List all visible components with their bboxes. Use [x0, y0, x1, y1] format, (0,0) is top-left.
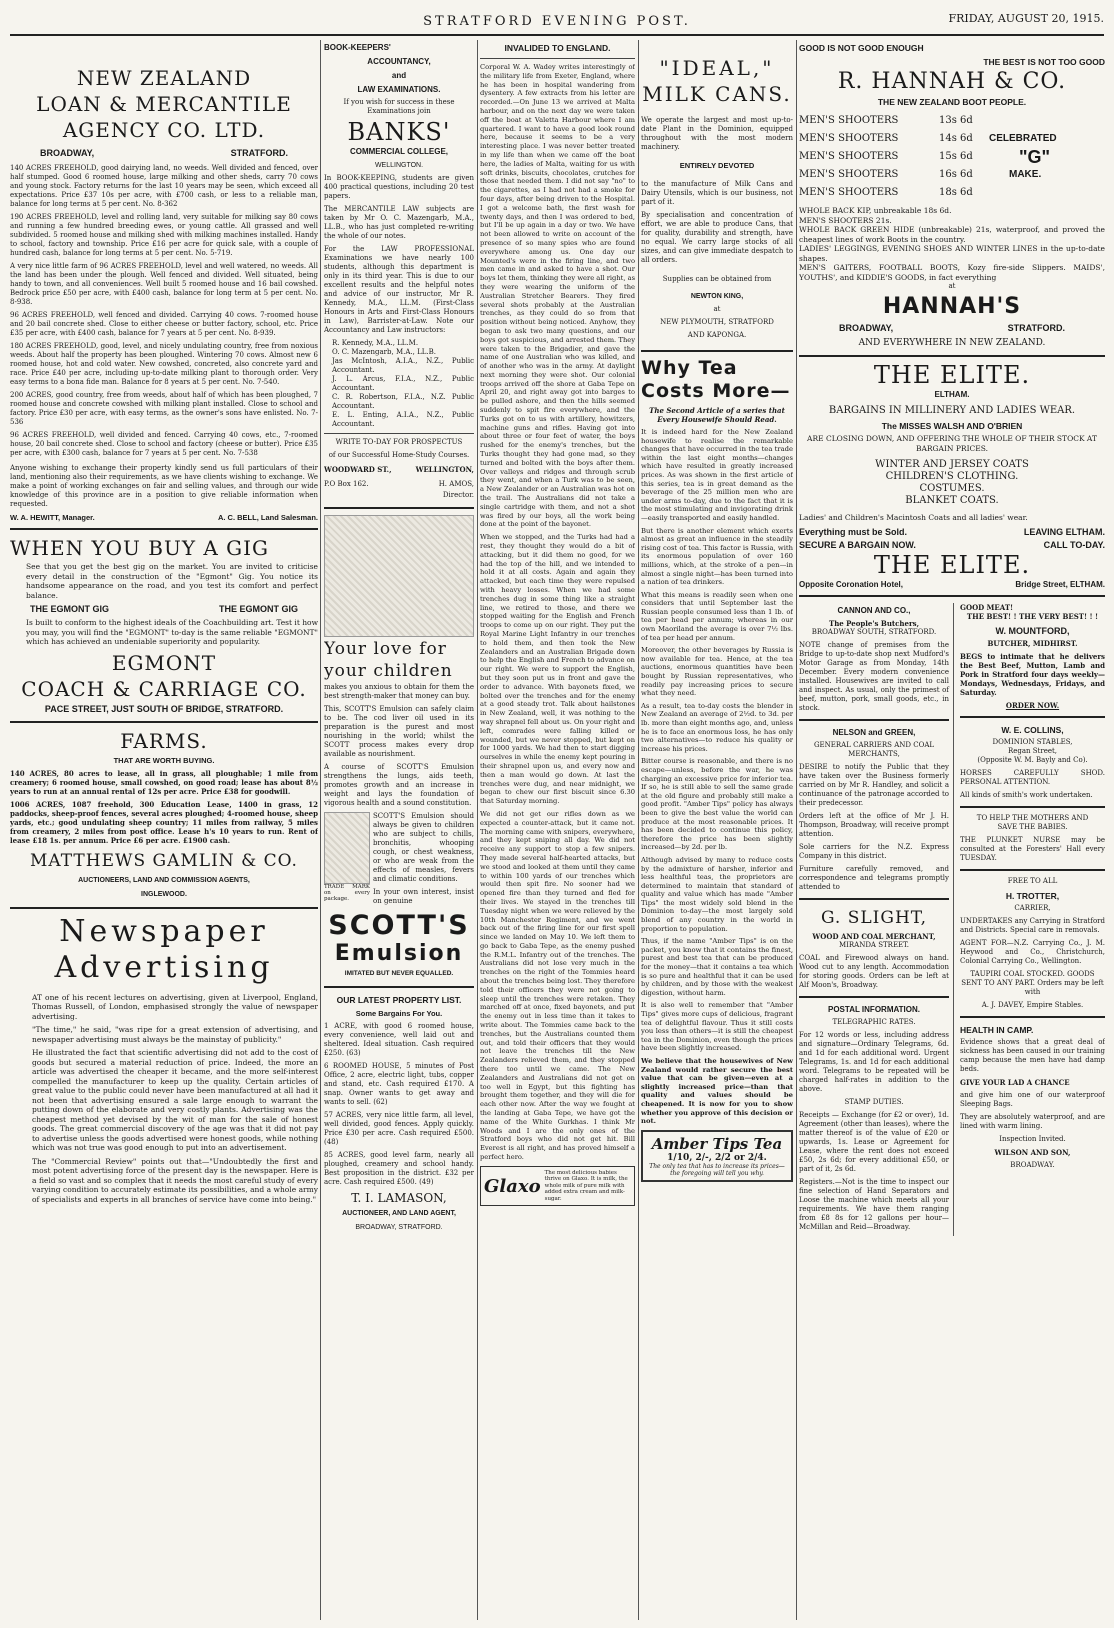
price-row: [799, 112, 1105, 130]
gig-advert: [10, 536, 318, 715]
health-para: and give him one of our waterproof Sleeping Bags.: [960, 1090, 1105, 1108]
nzl-listing: 96 ACRES FREEHOLD, well fenced and divided. Carrying 40 cows. 7-roomed house and 20 bail concrete shed. Close to either cheese or butter factory, school, etc. Price £35 per acre, with £400 cash, balance for 7 years at 5 per cent. No. 8-939.: [10, 311, 318, 337]
elite-stock-item: CHILDREN'S CLOTHING.: [885, 471, 1019, 482]
gig-para-1: See that you get the best gig on the market. You are invited to criticise every detail in the construction of the "Egmont" Gig. You notice its handsome appearance on the road, and you test its comfort and perfect balance.: [26, 562, 318, 600]
hannah-tag-1: GOOD IS NOT GOOD ENOUGH: [799, 43, 924, 53]
price-value: 13s 6d: [939, 115, 973, 126]
divider: [480, 58, 635, 59]
health-give: GIVE YOUR LAD A CHANCE: [960, 1077, 1070, 1087]
price-item: MEN'S SHOOTERS: [799, 169, 899, 180]
article-para: He illustrated the fact that scientific advertising did not add to the cost of goods but secured a material reduction of price. Indeed, the more an article was advertised the cheaper it became, and the more self-interest compelled the manufacturer to keep up the quality. Certain articles of great value to the public could never have been manufactured at all had it not been that advertising ensured a sale large enough to warrant the putting down of the elaborate and very costly plants. Advertising was the cheapest method yet devised by the wit of man for the sale of honest goods. The great commercial discovery of the age was that it did not pay to advertise unless the goods advertised were honest goods, while nothing which was not true was good enough to put into an advertisement.: [32, 1048, 318, 1152]
ideal-para: By specialisation and concentration of effort, we are able to produce Cans, that for quality, durability and strength, have no equal. We carry large stocks of all sizes, and can give immediate despatch to all orders.: [641, 211, 793, 264]
cannon-name: CANNON AND CO.,: [837, 605, 911, 615]
elite-location: ELTHAM.: [934, 390, 970, 399]
scott-brand-1: SCOTT'S: [328, 910, 470, 941]
nelson-name: NELSON and GREEN,: [832, 727, 916, 737]
banks-staff: Jas McIntosh, A.I.A., N.Z., Public Accountant.: [332, 357, 474, 374]
nzl-staff: [10, 513, 318, 522]
price-item: MEN'S SHOOTERS: [799, 151, 899, 162]
farms-firm: MATTHEWS GAMLIN & CO.: [30, 850, 298, 871]
nelson-para: DESIRE to notify the Public that they have taken over the Business formerly carried on by Mr R. Handley, and solicit a continuance of the patronage accorded to their predecessor.: [799, 762, 949, 807]
banks-staff: R. Kennedy, M.A., LL.M.: [332, 339, 419, 347]
property-subhead: Some Bargains For You.: [355, 1009, 443, 1018]
hannah-loc-left: BROADWAY,: [839, 323, 894, 333]
nzl-title-line-2: LOAN & MERCANTILE: [36, 92, 292, 116]
mountford-name: W. MOUNTFORD,: [995, 625, 1070, 636]
health-para: Evidence shows that a great deal of sickness has been caused in our training camp because the men have had damp beds.: [960, 1037, 1105, 1073]
nelson-para: Orders left at the office of Mr J. H. Thompson, Broadway, will receive prompt attention.: [799, 811, 949, 838]
nzl-loc-right: STRATFORD.: [230, 148, 288, 158]
property-listing: 6 ROOMED HOUSE, 5 minutes of Post Office, 2 acre, electric light, tubs, copper and stand, etc. Cash required £170. A snap. Owner wants to get away and wants to sell. (62): [324, 1062, 474, 1106]
ideal-newton-king: NEWTON KING,: [690, 293, 744, 300]
collins-para: All kinds of smith's work undertaken.: [960, 790, 1093, 799]
property-listing: 85 ACRES, good level farm, nearly all ploughed, creamery and school handy. Best proposition in the district. £32 per acre. Cash required £500. (49): [324, 1151, 474, 1186]
hannah-loc-right: STRATFORD.: [1007, 323, 1065, 333]
health-inspection: Inspection Invited.: [999, 1134, 1066, 1143]
farms-headline: FARMS.: [120, 728, 208, 753]
banks-staff: J. L. Arcus, F.I.A., N.Z., Public Accountant.: [332, 375, 474, 392]
fisherman-trademark-image: [324, 812, 370, 884]
divider: [799, 719, 949, 721]
newspaper-title: STRATFORD EVENING POST.: [423, 14, 691, 29]
why-tea-costs-more-article: [641, 358, 793, 1182]
article-title-line-1: Newspaper: [59, 913, 269, 949]
divider: [324, 507, 474, 509]
tea-para: It is indeed hard for the New Zealand housewife to realise the remarkable changes that have occurred in the tea trade within the last eight months—changes which have resulted in greatly increased prices. As was shown in the first article of this series, tea is in great demand as the beverage of the 25 million men who are under arms to-day, due to the fact that it is the most stimulating and invigorating drink—easily transported and easily handled.: [641, 428, 793, 522]
hannah-everywhere: AND EVERYWHERE IN NEW ZEALAND.: [858, 338, 1046, 348]
shooters-price-list: [799, 112, 1105, 202]
divider: [960, 806, 1105, 808]
ideal-title-1: "IDEAL,": [659, 56, 775, 80]
elite-call: CALL TO-DAY.: [1043, 539, 1105, 550]
plunket-head-2: SAVE THE BABIES.: [997, 822, 1068, 831]
banks-note: If you wish for success in these Examinations join: [343, 98, 455, 115]
farms-subhead: THAT ARE WORTH BUYING.: [113, 755, 215, 765]
banks-director-title: Director.: [442, 491, 474, 499]
tea-subhead: The Second Article of a series that Every Housewife Should Read.: [649, 406, 785, 424]
divider: [799, 898, 949, 900]
banks-pobox: P.O Box 162.: [324, 480, 369, 488]
banks-head-4: LAW EXAMINATIONS.: [357, 85, 441, 94]
price-item: MEN'S SHOOTERS: [799, 115, 899, 126]
elite-closing: ARE CLOSING DOWN, AND OFFERING THE WHOLE OF THEIR STOCK AT BARGAIN PRICES.: [807, 434, 1097, 453]
nzl-closing: Anyone wishing to exchange their property kindly send us full particulars of their land, mentioning also their requirements, as we have clients wishing to exchange. We make a point of working exchanges on fair and selling values, and through our wide knowledge of this province are in a position to give reliable information when requested.: [10, 464, 318, 508]
tea-headline-1: Why Tea: [641, 357, 738, 379]
price-row: [799, 130, 1105, 148]
nzl-title-line-1: NEW ZEALAND: [76, 66, 252, 90]
banks-addr-left: WOODWARD ST.,: [324, 465, 392, 474]
nzl-listing: 180 ACRES FREEHOLD, good, level, and nicely undulating country, free from noxious weeds. About half the property has been ploughed. Wintering 70 cows. Almost new 6 roomed house, hot and cold water. New cowshed, concreted, also concrete yard and race. Price £40 per acre, including up-to-date milking plant to thorough order. Very easy terms to a bona fide man. Balance for 8 years at 5 per cent. No. 7-540.: [10, 342, 318, 386]
elite-opposite: Opposite Coronation Hotel,: [799, 579, 903, 589]
lamason-role: AUCTIONEER, AND LAND AGENT,: [342, 1210, 456, 1217]
cannon-location: BROADWAY SOUTH, STRATFORD.: [811, 627, 937, 636]
nzl-loc-left: BROADWAY,: [40, 148, 95, 158]
elite-secure: SECURE A BARGAIN NOW.: [799, 539, 916, 550]
slight-advert: [799, 906, 949, 990]
elite-address: [799, 580, 1105, 589]
mountford-tag-1: GOOD MEAT!: [960, 602, 1014, 612]
banks-name: BANKS': [347, 118, 451, 146]
banks-staff: C. R. Robertson, F.I.A., N.Z. Public Accountant.: [332, 393, 474, 410]
divider: [641, 350, 793, 352]
slight-location: MIRANDA STREET.: [838, 940, 910, 949]
divider: [799, 355, 1105, 357]
tea-para: As a result, tea to-day costs the blender in New Zealand an average of 2½d. to 3d. per lb. more than eight months ago, and, unless he is to face an enormous loss, he has only two alternatives—to reduce his quality or increase his prices.: [641, 701, 793, 753]
price-value: 15s 6d: [939, 151, 973, 162]
nzl-manager: W. A. HEWITT, Manager.: [10, 513, 95, 522]
trotter-name: H. TROTTER,: [1005, 890, 1060, 901]
divider: [324, 986, 474, 988]
property-headline: OUR LATEST PROPERTY LIST.: [336, 995, 462, 1005]
divider: [324, 433, 474, 434]
farm-listing: 140 ACRES, 80 acres to lease, all in grass, all ploughable; 1 mile from creamery; 6 roomed house, small cowshed, on good road; lease has about 8½ years to run at an annual rental of 12s per acre. Price £38 for goodwill.: [10, 768, 318, 796]
tea-para: Although advised by many to reduce costs by the admixture of harsher, inferior and less healthful teas, the proprietors are determined to maintain that standard of quality and value which has made "Amber Tips" the most widely sold blend in the Dominion to-day—the most largely sold blend of any country in the world in proportion to population.: [641, 855, 793, 933]
trotter-taupiri: TAUPIRI COAL STOCKED. GOODS SENT TO ANY PART. Orders may be left with: [961, 969, 1104, 996]
hannahs-name: HANNAH'S: [882, 294, 1022, 319]
column-1: [10, 40, 318, 1620]
ideal-milk-cans-advert: [641, 56, 793, 340]
banks-staff: O. C. Mazengarb, M.A., LL.B.: [332, 348, 436, 356]
plunket-head-1: TO HELP THE MOTHERS AND: [976, 813, 1089, 822]
hannah-line: WHOLE BACK KIP, unbreakable 18s 6d.: [799, 206, 952, 215]
elite-bargains: BARGAINS IN MILLINERY AND LADIES WEAR.: [828, 405, 1076, 416]
gig-sub-left: THE EGMONT GIG: [30, 604, 110, 614]
trotter-davey: A. J. DAVEY, Empire Stables.: [981, 1000, 1084, 1009]
tea-para: Bitter course is reasonable, and there is no escape—unless, before the war, he was charging an excessive price for inferior tea. If so, he is still able to sell the same grade at the old figure and probably still make a good profit. "Amber Tips" policy has always been to give the best value the world can produce at the most reasonable prices. It has been decided to continue this policy, therefore the price has been slightly increased—by 2d. per lb.: [641, 757, 793, 852]
ideal-para: to the manufacture of Milk Cans and Dairy Utensils, which is our business, not part of it.: [641, 180, 793, 206]
banks-city: WELLINGTON.: [374, 162, 424, 169]
nzl-location: [40, 148, 288, 158]
price-row: [799, 166, 1105, 184]
article-para: "The time," he said, "was ripe for a great extension of advertising, and newspaper advertising must always be the mainstay of publicity.": [32, 1025, 318, 1044]
postal-para: Receipts — Exchange (for £2 or over), 1d. Agreement (other than leases), where the matter thereof is of the value of £20 or upwards, 1s. Lease or Agreement for Lease, where the rent does not exceed £50, 2s 6d; for every additional £50, or part of it, 2s 6d.: [799, 1110, 949, 1173]
scott-para: SCOTT'S Emulsion should always be given to children who are subject to chills, bronchitis, whooping cough, or chest weakness, or who are weak from the effects of measles, fevers and climatic conditions.: [373, 812, 474, 883]
mountford-para: BEGS to intimate that he delivers the Best Beef, Mutton, Lamb and Pork in Stratford four days weekly—Mondays, Wednesdays, Fridays, and Saturday.: [960, 651, 1105, 697]
elite-stock-item: WINTER AND JERSEY COATS: [875, 459, 1029, 470]
health-in-camp-advert: [960, 1024, 1105, 1170]
gig-para-2: Is built to conform to the highest ideals of the Coachbuilding art. Test it how you may, you will find the "EGMONT" to-day is the same reliable "EGMONT" which has achieved an undeniable superiority and popularity.: [26, 618, 318, 646]
elite-name-2: THE ELITE.: [873, 550, 1031, 579]
price-row: [799, 184, 1105, 202]
amber-tips-footer: The only tea that has to increase its prices—the foregoing will tell you why.: [649, 1162, 785, 1177]
divider: [960, 869, 1105, 871]
hannah-line: MEN'S SHOOTERS 21s.: [799, 215, 892, 225]
farms-advert: [10, 729, 318, 901]
ideal-devoted: ENTIRELY DEVOTED: [679, 161, 755, 170]
price-value: 14s 6d: [939, 133, 973, 144]
column-divider: [477, 40, 478, 1620]
column-divider: [638, 40, 639, 1620]
price-row: [799, 148, 1105, 166]
nzl-title-line-3: AGENCY CO. LTD.: [62, 118, 266, 142]
scott-headline-2: your children: [324, 661, 453, 681]
masthead: [10, 8, 1104, 36]
elite-bridge: Bridge Street, ELTHAM.: [1015, 579, 1105, 589]
mountford-advert: [960, 603, 1105, 710]
banks-director-name: H. AMOS,: [438, 480, 474, 488]
mountford-order: ORDER NOW.: [1005, 700, 1060, 710]
elite-sold: Everything must be Sold.: [799, 526, 908, 537]
banks-director: [324, 490, 474, 501]
price-note: CELEBRATED: [989, 133, 1057, 144]
column-4: [641, 40, 793, 1620]
health-firm: WILSON AND SON,: [994, 1147, 1071, 1157]
price-value: 16s 6d: [939, 169, 973, 180]
property-list-advert: [324, 994, 474, 1234]
tea-headline-2: Costs More—: [641, 380, 791, 402]
ideal-location-1: NEW PLYMOUTH, STRATFORD: [660, 318, 774, 326]
tea-para: Moreover, the other beverages by Russia is now available for tea. Hence, at the tea auctions, enormous quantities have been bought by Russian representatives, who readily pay increasing prices to secure what they need.: [641, 646, 793, 698]
nelson-para: Furniture carefully removed, and correspondence and telegrams promptly attended to: [799, 864, 949, 891]
hannah-sub: THE NEW ZEALAND BOOT PEOPLE.: [877, 97, 1027, 107]
banks-college: COMMERCIAL COLLEGE,: [349, 147, 449, 156]
issue-date: FRIDAY, AUGUST 20, 1915.: [948, 12, 1104, 25]
divider: [960, 1016, 1105, 1018]
postal-head: POSTAL INFORMATION.: [828, 1004, 920, 1014]
slight-name: G. SLIGHT,: [820, 907, 928, 928]
property-listing: 1 ACRE, with good 6 roomed house, every convenience, well laid out and sheltered. Ideal situation. Cash required £250. (63): [324, 1022, 474, 1057]
hannah-advert: [799, 42, 1105, 349]
ideal-title-2: MILK CANS.: [642, 82, 792, 106]
trotter-para: UNDERTAKES any Carrying in Stratford and Districts. Special care in removals.: [960, 916, 1105, 934]
nzl-advert: [10, 66, 318, 522]
banks-head-1: BOOK-KEEPERS': [324, 43, 391, 52]
column-divider: [320, 40, 321, 1620]
ideal-para: We operate the largest and most up-to-date Plant in the Dominion, equipped throughout with the most modern machinery.: [641, 116, 793, 151]
article-title-line-2: Advertising: [54, 949, 274, 985]
elite-macintosh: Ladies' and Children's Macintosh Coats and all ladies' wear.: [799, 513, 1028, 522]
banks-signoff: [324, 479, 474, 490]
banks-para: For the LAW PROFESSIONAL Examinations we have nearly 100 students, although this department is only in its third year. This is due to our excellent results and the helpful notes and advice of our instructor, Mr R. Kennedy, M.A., LL.M. (First-Class Honours in Arts and First-Class Honours in Law), Barrister-at-Law. Note our Accountancy and Law instructors:: [324, 245, 474, 334]
scott-headline-1: Your love for: [324, 639, 447, 659]
tea-para: But there is another element which exerts almost as great an influence in the steadily rising cost of tea. This factor is Russia, with its enormous population of over 160 millions, which, at the stroke of a pen—in almost a single night—has been turned into a nation of tea drinkers.: [641, 526, 793, 587]
plunket-para: THE PLUNKET NURSE may be consulted at the Foresters' Hall every TUESDAY.: [960, 835, 1105, 862]
ideal-location-2: AND KAPONGA.: [687, 331, 747, 339]
elite-stock-item: BLANKET COATS.: [905, 495, 999, 506]
banks-head-3: and: [391, 71, 407, 80]
newspaper-advertising-article: [10, 915, 318, 1205]
hannah-at: at: [948, 282, 956, 290]
postal-sub: TELEGRAPHIC RATES.: [832, 1017, 916, 1026]
elite-leaving: LEAVING ELTHAM.: [1023, 526, 1105, 537]
elite-row-1: [799, 527, 1105, 537]
scott-para: makes you anxious to obtain for them the best strength-maker that money can buy.: [324, 683, 474, 700]
banks-head-2: ACCOUNTANCY,: [367, 57, 431, 66]
lamason-location: BROADWAY, STRATFORD.: [355, 1224, 443, 1231]
nelson-para: Sole carriers for the N.Z. Express Company in this district.: [799, 842, 949, 860]
elite-advert: [799, 363, 1105, 589]
health-location: BROADWAY.: [1010, 1160, 1055, 1169]
column-3: [480, 40, 635, 1620]
price-item: MEN'S SHOOTERS: [799, 187, 899, 198]
nzl-listing: 190 ACRES FREEHOLD, level and rolling land, very suitable for milking say 80 cows and running a few hundred breeding ewes, or young cattle. All grassed and well subdivided. 5 roomed house and milking shed with milking machines installed. Handy to school, factory and township. Price £16 per acre for quick sale, with a couple of hundred cash, balance for long terms at 5 per cent. No. 5-719.: [10, 213, 318, 257]
amber-tips-logo: Amber Tips Tea: [651, 1134, 783, 1153]
elite-name: THE ELITE.: [873, 361, 1031, 389]
hannah-line: LADIES' LEGGINGS, EVENING SHOES AND WINTER LINES in the up-to-date shapes.: [799, 244, 1105, 263]
cannon-sub: The People's Butchers,: [828, 618, 920, 628]
scott-para: In your own interest, insist on genuine: [373, 888, 474, 905]
hannah-name: R. HANNAH & CO.: [837, 69, 1067, 94]
hannah-line: MEN'S GAITERS, FOOTBALL BOOTS, Kozy fire-side Slippers. MAIDS', YOUTHS', and KIDDIE'S GOODS, in fact everything: [799, 263, 1105, 282]
divider: [799, 595, 1105, 597]
trotter-advert: [960, 877, 1105, 1010]
nzl-listing: 96 ACRES FREEHOLD, well divided and fenced. Carrying 40 cows, etc., 7-roomed house, 20 bail concrete shed. Close to school and factory (cheese or butter). Price £35 per acre, with £300 cash, balance for 7 years at 5 per cent. No. 7-538: [10, 431, 318, 457]
health-para: They are absolutely waterproof, and are lined with warm lining.: [960, 1112, 1105, 1130]
banks-college-advert: [324, 42, 474, 501]
banks-staff: E. L. Enting, A.I.A., N.Z., Public Accountant.: [332, 411, 474, 428]
banks-write: WRITE TO-DAY FOR PROSPECTUS: [335, 438, 463, 446]
scott-trademark: TRADE MARK on every package.: [324, 884, 370, 902]
collins-name: W. E. COLLINS,: [1001, 724, 1064, 735]
collins-location: Regan Street,: [1007, 746, 1058, 755]
farm-listing: 1006 ACRES, 1087 freehold, 300 Education Lease, 1400 in grass, 12 paddocks, sheep-proof fences, several acres ploughed; 4-roomed house, sheep yards, etc.; good undulating sheep country; 11 miles from railway, 5 miles from creamery, 2 miles from post office. Lease h's 10 years to run. Rent of lease £18 1s. per annum. Price £6 per acre. £1900 cash.: [10, 799, 318, 845]
scott-para: A course of SCOTT'S Emulsion strengthens the lungs, aids teeth, promotes growth and an increase in weight and lays the foundation of vigorous health and a sound constitution.: [324, 763, 474, 807]
scott-imitated: IMITATED BUT NEVER EQUALLED.: [344, 970, 454, 977]
egmont-address: PACE STREET, JUST SOUTH OF BRIDGE, STRATFORD.: [44, 703, 284, 714]
plunket-advert: [960, 814, 1105, 863]
column-2: [324, 40, 474, 1620]
cannon-advert: [799, 605, 949, 713]
column-5: [799, 40, 1105, 1620]
egmont-name-2: COACH & CARRIAGE CO.: [21, 676, 307, 701]
mother-child-illustration: [324, 515, 474, 637]
slight-sub: WOOD AND COAL MERCHANT,: [812, 931, 936, 941]
column-divider: [796, 40, 797, 1620]
elite-stock-item: COSTUMES.: [919, 483, 985, 494]
trotter-agent: AGENT FOR—N.Z. Carrying Co., J. M. Heywood and Co., Christchurch, Colonial Carrying Co., Wellington.: [960, 938, 1105, 965]
tea-para: It is also well to remember that "Amber Tips" gives more cups of delicious, fragrant tea of delightful flavour. Thus it still costs you less than others—it is still the cheapest tea in the Dominion, even though the prices have been slightly increased.: [641, 1001, 793, 1053]
trotter-role: CARRIER,: [1014, 903, 1051, 912]
banks-para: The MERCANTILE LAW subjects are taken by Mr O. C. Mazengarb, M.A., LL.B., who has just completed re-writing the whole of our notes.: [324, 205, 474, 240]
collins-sub: DOMINION STABLES,: [992, 737, 1073, 746]
postal-sub-2: STAMP DUTIES.: [844, 1097, 904, 1106]
farms-firm-location: INGLEWOOD.: [141, 890, 187, 898]
ideal-at: at: [713, 305, 721, 313]
divider: [10, 721, 318, 723]
nzl-listing: A very nice little farm of 96 ACRES FREEHOLD, level and well watered, no weeds. All the land has been under the plough. Well fenced and divided. Well situated, being handy to town, and all conveniences. Well built 5 roomed house and 16 bail cowshed. Bedrock price £50 per acre, with £400 cash, balance for long term at 5 per cent. No. 8-938.: [10, 262, 318, 306]
nzl-salesman: A. C. BELL, Land Salesman.: [217, 513, 318, 522]
price-note: "G": [1019, 147, 1051, 167]
nzl-listing: 200 ACRES, good country, free from weeds, about half of which has been ploughed, 7 roomed house and concrete cowshed with milking plant installed. Close to school and factory. Price £30 per acre, with easy terms, as the owner's sons have enlisted. No. 7-536: [10, 391, 318, 426]
hannah-location: [839, 323, 1065, 333]
glaxo-logo: Glaxo: [484, 1175, 541, 1197]
collins-para: HORSES CAREFULLY SHOD. PERSONAL ATTENTION.: [960, 768, 1105, 786]
egmont-name-1: EGMONT: [111, 650, 217, 675]
article-para: AT one of his recent lectures on advertising, given at Liverpool, England, Thomas Russell, of London, emphasised strongly the value of newspaper advertising.: [32, 992, 318, 1021]
scott-para: This, SCOTT'S Emulsion can safely claim to be. The cod liver oil used in its preparation is the purest and most nourishing in the world; whilst the SCOTT process makes every drop available as nourishment.: [324, 705, 474, 758]
invalided-para: Corporal W. A. Wadey writes interestingly of the military life from Exeter, England, where he has been in hospital wandering from dysentery. A few extracts from his letter are recorded.—On June 13 we arrived at Malta harbour, and on the next day we were taken off the boat at Valetta Harbour where I am quartered. I want to have a good look round here, because it seems to be a very interesting place. I was never better treated in my life than when we came off the boat here, the ladies of Malta, waiting for us with soft drinks, biscuits, chocolates, crutches for those that needed them. I did not say "no" to the cigarettes, as I had not had a smoke for four days, after being driven to the Hospital. I got a welcome bath, the first wash for twenty days, and then I was ordered to bed, but I'll be up again in a day or two. We have not been allowed to write on account of the presence of so many spies who are found everywhere among us. One day our Mounted's were in the firing line, and two men came in and asked to have a shot. Our boys let them, thinking they were all right, as they were wearing the uniform of the Australian Stretcher Bearers. They fired several shots probably at the Australian trenches, as they could do so from that position without being noticed. Anyhow, they began to ask two many questions, and our boys got suspicious, and arrested them. They were taken to the Brigadier, and gave the name of one Australian who was killed, and of another who was in the army. At daylight next morning they were shot. Our colonial troops arrived off the shore at Gaba Tepe on April 20, and right away got into barges to be pulled ashore, and then the hills seemed suddenly to spit fire everywhere, and the Turks got on to us with artillery, howitzers, machine guns and rifles. Having got into about three or four feet of water, the boys rushed for the enemy's trenches, but the Turks thought they had gone mad, so they turned and bolted with the boys after them. Over valleys and ridges and through scrub they went, and when a Turk was to be seen, a New Zealander or an Australian was hot on the trail. The Australians did not take a single cartridge with them, and not a shot was fired by our boys, all the work being done at the point of the bayonet.: [480, 63, 635, 529]
cannon-para: NOTE change of premises from the Bridge to up-to-date shop next Mudford's Motor Garage as from Monday, 14th December. Every modern convenience installed. Housewives are invited to call and inspect. As usual, only the primest of beef, mutton, pork, small goods, etc., in stock.: [799, 640, 949, 712]
nzl-listing: 140 ACRES FREEHOLD, good dairying land, no weeds. Well divided and fenced, over half stumped. Good 6 roomed house, large milking and other sheds, carry 70 cows and young stock. Factory returns for the last 10 years may be seen, which exceed all expectations. Price £37 10s per acre, with £700 cash, or less to a reliable man, balance for long terms at 5 per cent. No. 8-362: [10, 164, 318, 208]
elite-row-2: [799, 540, 1105, 550]
glaxo-advert: [480, 1166, 635, 1207]
banks-courses: of our Successful Home-Study Courses.: [328, 451, 470, 459]
health-head: HEALTH IN CAMP.: [960, 1024, 1034, 1035]
invalided-para: We did not get our rifles down as we expected a counter-attack, but it came not. The morning came with snipers, everywhere, and they kept sniping all day. We did not receive any support to stop a few snipers. They made several half-hearted attacks, but we stood and looked at them until they came to within 100 yards of our trenches which would then spit fire. No sooner had we opened fire than they turned and fled for their lives. We stayed in the trenches till Tuesday night when we were relieved by the 10th Manchester Regiment, and we went back out of the firing line for our first spell since we landed on May 10. We left them to go back to Gaba Tepe, as the enemy pushed the R.M.L. Infantry out of the trenches. The Australians did not lose very much in the trenches on the right of the Tommies heard about the trenches being lost. They therefore told their officers they were not going to sleep until the trenches were retaken. They marched off at once, fixed bayonets, and put the enemy out in less time than it takes to write about. The Tommies came back to the trenches, but the Australians counted them out, and told their officers that they would not leave the trenches till the New Zealanders relieved them, and they stopped there too until we came. The New Zealanders and Australians did not get on too well in Egypt, but this fighting has brought them together, and they will die for each other now. After the way we fought at the landing at Gaba Tepe, we have got the name of the White Gurkhas. I think Mr Woods and I are the only ones of the Stratford boys who did not get hit. Bill Everest is all right, and has proved himself a perfect hero.: [480, 809, 635, 1162]
hannah-line: WHOLE BACK GREEN HIDE (unbreakable) 21s, waterproof, and proved the cheapest lines of work Boots in the country.: [799, 225, 1105, 244]
collins-advert: [960, 724, 1105, 800]
divider: [960, 716, 1105, 718]
glaxo-text: The most delicious babies thrive on Glaxo. It is milk, the whole milk of pure milk with added extra cream and milk-sugar.: [544, 1169, 628, 1202]
invalided-headline: INVALIDED TO ENGLAND.: [504, 43, 611, 53]
divider: [10, 907, 318, 909]
scotts-emulsion-advert: [324, 515, 474, 980]
elite-misses: The MISSES WALSH AND O'BRIEN: [881, 421, 1023, 431]
postal-para: For 12 words or less, including address and signature—Ordinary Telegrams, 6d. and 1d for each additional word. Urgent Telegrams, 1s. and 1d for each additional word. Telegrams to be repeated will be charged half-rates in addition to the above.: [799, 1030, 949, 1093]
invalided-para: When we stopped, and the Turks had had a rest, they thought they would do a bit of attacking, but it did them no good, for we had the top of the hill, and we intended to hold it at all costs. Again and again they attacked, but each time they were repulsed with heavy losses. When we had some trenches dug in some thing like a straight line, we retired to those, and there we stopped waiting for the English and French troops to come up on our right. They put the Royal Marine Light Infantry in our trenches to hold them, and then took the New Zealanders and an Australian Brigade down to help the English and French to advance on our right. We were to support the English, but they soon put us in front and gave the order to advance. With bayonets fixed, we bolted over the trenches and for the enemy at a good steady trot. Talk about hailstones in New Zealand, well, it was nothing to the way shrapnel fell about us. On your right and left, comrades were falling killed or wounded, but we never stopped, but kept on for 1000 yards. We had then to start digging ourselves in while the enemy kept pouring in their shrapnel upon us, and every now and then a man would go down. At last the trenches were dug, and near midnight, we began to chew our first biscuit since 6.30 that Saturday morning.: [480, 533, 635, 806]
tea-para: What this means is readily seen when one considers that until September last the Russian people consumed less than 1 lb. of tea per head per annum; whereas in our own Maoriland the average is over 7½ lbs. of tea per head per annum.: [641, 590, 793, 642]
slight-para: COAL and Firewood always on hand. Wood cut to any length. Accommodation for storing goods. Orders can be left at Alf Moon's, Broadway.: [799, 953, 949, 989]
price-value: 18s 6d: [939, 187, 973, 198]
trotter-free: FREE TO ALL: [1007, 876, 1058, 885]
gig-subheads: [30, 604, 298, 614]
amber-tips-box: [641, 1130, 793, 1182]
banks-addr-right: WELLINGTON,: [415, 465, 474, 474]
banks-address: [324, 464, 474, 475]
mountford-tag-2: THE BEST! ! THE VERY BEST! ! !: [966, 611, 1099, 621]
scott-brand-2: Emulsion: [334, 941, 464, 966]
price-note: MAKE.: [1009, 169, 1042, 180]
postal-information: [799, 1004, 949, 1232]
elite-stock-list: [799, 459, 1105, 507]
tea-para: We believe that the housewives of New Zealand would rather secure the best value that can be given—even at a slightly increased price—than that quality and values should be cheapened. It is now for you to show whether you approve of this decision or not.: [641, 1056, 793, 1126]
price-item: MEN'S SHOOTERS: [799, 133, 899, 144]
nelson-sub: GENERAL CARRIERS AND COAL MERCHANTS,: [813, 740, 935, 758]
divider: [10, 528, 318, 530]
tea-para: Thus, if the name "Amber Tips" is on the packet, you know that it contains the finest, purest and best tea that can be produced for the money—that it contains a tea which is so pure and healthful that it can be used by children, and by those with the weakest digestion, without harm.: [641, 937, 793, 997]
mountford-role: BUTCHER, MIDHIRST.: [987, 638, 1078, 648]
article-para: The "Commercial Review" points out that—"Undoubtedly the first and most potent advertising force of the present day is the newspaper. Here is a field so vast and so complex that it needs the most careful study of every varying condition to accurately estimate its possibilities, and a whole army of specialists and experts in all branches of service have come into being.": [32, 1156, 318, 1204]
postal-para: Registers.—Not is the time to inspect our fine selection of Hand Separators and Loose the machine which meets all your requirements. We have them ranging from £8 8s for 12 gallons per hour—McMillan and Reid—Broadway.: [799, 1177, 949, 1231]
hannah-tag-2: THE BEST IS NOT TOO GOOD: [983, 57, 1105, 67]
gig-sub-right: THE EGMONT GIG: [218, 604, 298, 614]
nelson-green-advert: [799, 727, 949, 892]
property-listing: 57 ACRES, very nice little farm, all level, well divided, good fences. Apply quickly. Price £30 per acre. Cash required £500. (48): [324, 1111, 474, 1146]
farms-firm-sub: AUCTIONEERS, LAND AND COMMISSION AGENTS,: [78, 876, 250, 884]
ideal-obtain: Supplies can be obtained from: [662, 275, 772, 283]
collins-opposite: (Opposite W. M. Bayly and Co).: [977, 755, 1088, 764]
divider: [799, 996, 949, 998]
banks-para: In BOOK-KEEPING, students are given 400 practical questions, including 20 test papers.: [324, 174, 474, 200]
lamason-name: T. I. LAMASON,: [351, 1191, 447, 1205]
gig-headline: WHEN YOU BUY A GIG: [10, 536, 270, 560]
amber-tips-prices: 1/10, 2/-, 2/2 or 2/4.: [667, 1152, 767, 1163]
